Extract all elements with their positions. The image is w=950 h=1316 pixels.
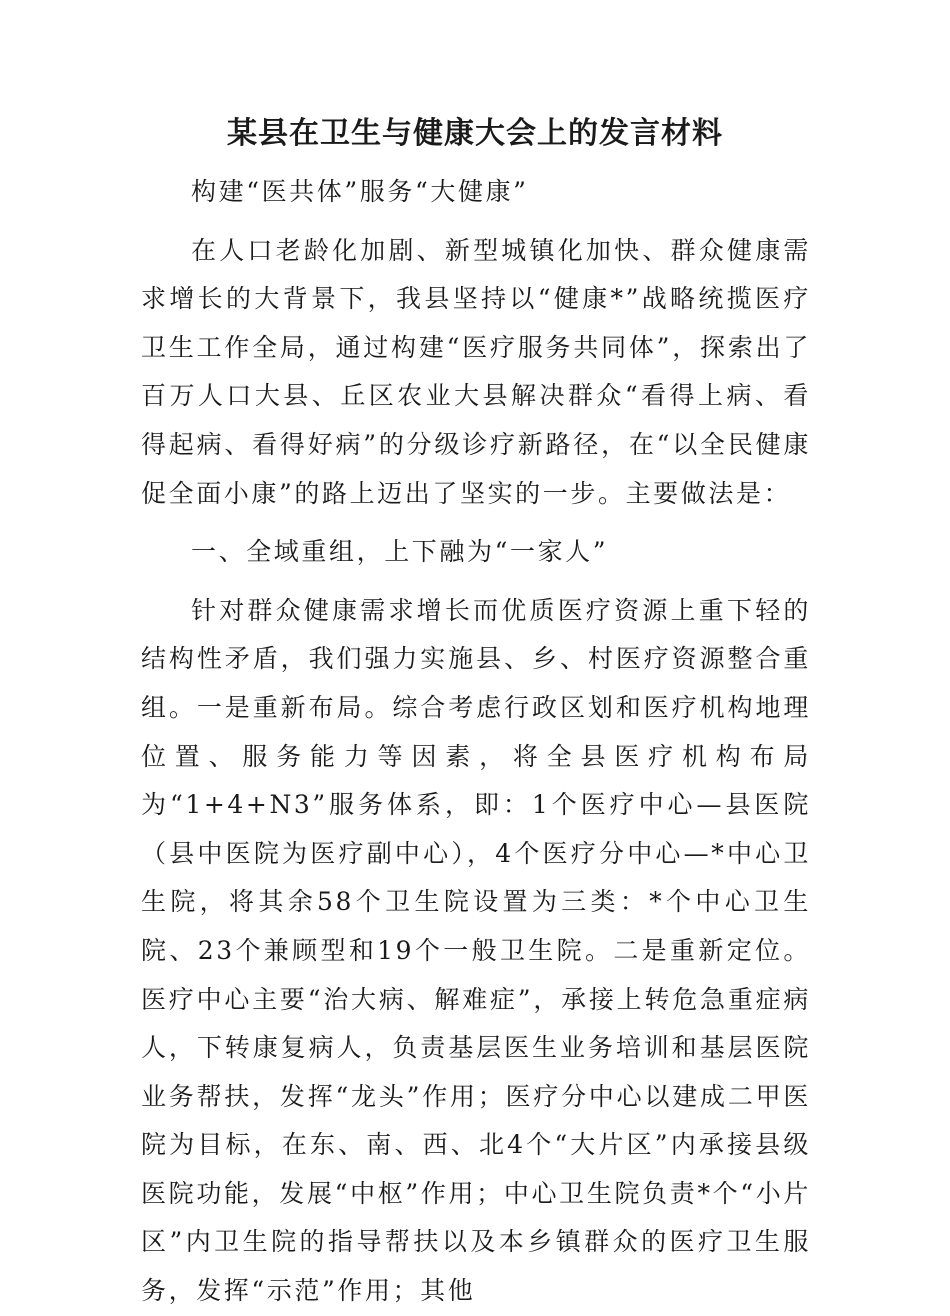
section-heading-1: 一、全域重组，上下融为“一家人”	[191, 537, 609, 567]
paragraph-intro: 在人口老龄化加剧、新型城镇化加快、群众健康需求增长的大背景下，我县坚持以“健康*”战略统揽医疗卫生工作全局，通过构建“医疗服务共同体”，探索出了百万人口大县、丘区农业大县解决群众“看得上病、看得起病、看得好病”的分级诊疗新路径，在“以全民健康促全面小康”的路上迈出了坚实的一步。主要做法是：	[141, 235, 811, 508]
document-title: 某县在卫生与健康大会上的发言材料	[227, 116, 723, 151]
document-body	[141, 168, 811, 1316]
paragraph-section-1: 针对群众健康需求增长而优质医疗资源上重下轻的结构性矛盾，我们强力实施县、乡、村医疗资源整合重组。一是重新布局。综合考虑行政区划和医疗机构地理位置、服务能力等因素，将全县医疗机构布局为“1+4+N3”服务体系，即：1个医疗中心—县医院（县中医院为医疗副中心），4个医疗分中心—*中心卫生院，将其余58个卫生院设置为三类：*个中心卫生院、23个兼顾型和19个一般卫生院。二是重新定位。医疗中心主要“治大病、解难症”，承接上转危急重症病人，下转康复病人，负责基层医生业务培训和基层医院业务帮扶，发挥“龙头”作用；医疗分中心以建成二甲医院为目标，在东、南、西、北4个“大片区”内承接县级医院功能，发展“中枢”作用；中心卫生院负责*个“小片区”内卫生院的指导帮扶以及本乡镇群众的医疗卫生服务，发挥“示范”作用；其他	[141, 595, 811, 1306]
document-subtitle: 构建“医共体”服务“大健康”	[191, 177, 529, 206]
